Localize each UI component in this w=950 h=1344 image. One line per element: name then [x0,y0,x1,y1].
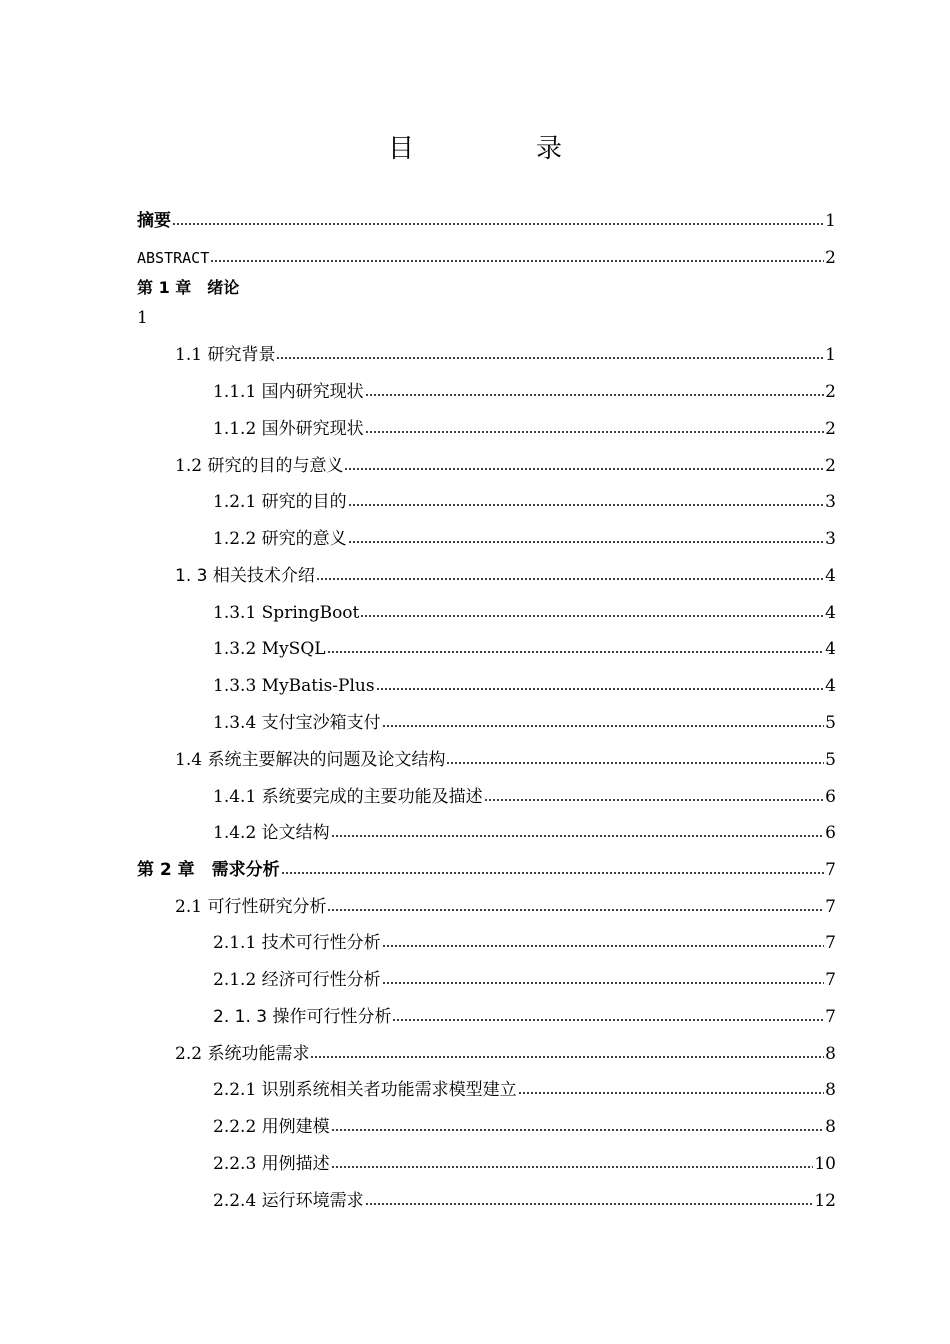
toc-entry-page: 2 [825,248,836,268]
toc-leader-dots [376,686,825,692]
toc-entry-page: 6 [825,787,836,807]
toc-leader-dots [316,576,824,582]
toc-entry-text: 1.4 系统主要解决的问题及论文结构 [175,750,446,770]
toc-leader-dots [365,429,825,435]
toc-entry-text: 2. 1. 3 操作可行性分析 [213,1007,392,1027]
toc-leader-dots [331,833,825,839]
toc-leader-dots [172,221,824,227]
toc-entry-page: 8 [825,1044,836,1064]
toc-entry[interactable] [0,673,836,697]
toc-leader-dots [348,502,825,508]
toc-leader-dots [310,1054,824,1060]
toc-entry-text: 1.3.1 SpringBoot [213,603,360,623]
toc-leader-dots [276,355,824,361]
toc-entry-text: 2.2.4 运行环境需求 [213,1191,364,1211]
toc-entry[interactable] [0,600,836,624]
toc-leader-dots [348,539,825,545]
toc-leader-dots [331,1127,825,1133]
toc-entry[interactable] [0,563,836,587]
toc-entry-text: 2.2.1 识别系统相关者功能需求模型建立 [213,1080,517,1100]
toc-entry-text: 1.2 研究的目的与意义 [175,456,344,476]
toc-entry-page: 1 [825,211,836,231]
toc-entry[interactable] [0,1151,836,1175]
toc-entry-text: 2.1.2 经济可行性分析 [213,970,381,990]
toc-entry[interactable] [0,342,836,366]
toc-entry[interactable] [0,1041,836,1065]
toc-leader-dots [392,1017,824,1023]
toc-entry-page: 5 [825,713,836,733]
toc-entry-text: ABSTRACT [137,249,210,267]
toc-entry-page: 7 [825,860,836,880]
toc-entry-page: 8 [825,1080,836,1100]
toc-entry[interactable] [0,489,836,513]
toc-entry-page: 7 [825,897,836,917]
toc-entry[interactable] [0,1114,836,1138]
toc-entry-text: 2.2.3 用例描述 [213,1154,330,1174]
toc-entry-text: 1.1.1 国内研究现状 [213,382,364,402]
toc-entry[interactable] [0,636,836,660]
toc-entry-text: 1.2.1 研究的目的 [213,492,347,512]
toc-entry[interactable] [0,1077,836,1101]
toc-entry-text: 2.1.1 技术可行性分析 [213,933,381,953]
toc-entry[interactable] [0,894,836,918]
toc-entry[interactable] [0,1188,836,1212]
toc-leader-dots [518,1090,825,1096]
toc-entry[interactable] [0,710,836,734]
toc-entry-page: 3 [825,492,836,512]
toc-leader-dots [210,258,824,264]
toc-leader-dots [281,870,825,876]
toc-leader-dots [360,613,824,619]
toc-entry-text: 2.2 系统功能需求 [175,1044,310,1064]
toc-entry-page: 7 [825,933,836,953]
toc-leader-dots [327,649,825,655]
toc-leader-dots [382,943,825,949]
toc-entry-page: 7 [825,970,836,990]
toc-entry-text: 1.2.2 研究的意义 [213,529,347,549]
toc-entry-page: 2 [825,419,836,439]
toc-entry-abstract-cn[interactable] [0,208,836,232]
toc-entry-page: 4 [825,566,836,586]
toc-entry-abstract-en[interactable] [0,245,836,269]
toc-entry-page: 8 [825,1117,836,1137]
toc-entry-page: 12 [814,1191,836,1211]
toc-entry-text: 摘要 [137,211,171,231]
toc-entry[interactable] [0,930,836,954]
toc-entry-page: 4 [825,639,836,659]
toc-entry[interactable] [0,967,836,991]
toc-entry[interactable] [0,1004,836,1028]
toc-entry-page: 4 [825,603,836,623]
toc-entry-chapter-1-page: 1 [137,308,148,328]
toc-entry-text: 1.1 研究背景 [175,345,276,365]
toc-leader-dots [365,392,825,398]
toc-leader-dots [484,797,825,803]
toc-leader-dots [365,1201,814,1207]
toc-entry-page: 3 [825,529,836,549]
page-title: 目 录 [387,134,610,164]
toc-entry-page: 1 [825,345,836,365]
toc-entry[interactable] [0,453,836,477]
toc-entry[interactable] [0,526,836,550]
toc-leader-dots [327,907,824,913]
toc-leader-dots [344,466,824,472]
toc-entry-text: 1.3.2 MySQL [213,639,326,659]
toc-entry-chapter-2[interactable] [0,857,836,881]
toc-leader-dots [446,760,824,766]
toc-entry-text: 1.3.3 MyBatis-Plus [213,676,375,696]
toc-entry-text: 2.2.2 用例建模 [213,1117,330,1137]
toc-entry-text: 1.1.2 国外研究现状 [213,419,364,439]
toc-entry-page: 6 [825,823,836,843]
toc-entry-text: 1.4.1 系统要完成的主要功能及描述 [213,787,483,807]
toc-entry-text: 1.3.4 支付宝沙箱支付 [213,713,381,733]
toc-entry-page: 4 [825,676,836,696]
toc-entry[interactable] [0,379,836,403]
toc-entry[interactable] [0,747,836,771]
toc-entry-page: 2 [825,456,836,476]
toc-entry-page: 5 [825,750,836,770]
toc-entry-chapter-1[interactable]: 第 1 章 绪论 [137,278,240,297]
toc-entry-text: 1. 3 相关技术介绍 [175,566,315,586]
toc-entry-text: 2.1 可行性研究分析 [175,897,327,917]
toc-entry[interactable] [0,784,836,808]
toc-entry-text: 1.4.2 论文结构 [213,823,330,843]
toc-entry-text: 第 2 章 需求分析 [137,860,280,880]
toc-entry-page: 7 [825,1007,836,1027]
toc-entry[interactable] [0,820,836,844]
toc-entry[interactable] [0,416,836,440]
toc-leader-dots [382,723,825,729]
toc-entry-page: 2 [825,382,836,402]
toc-leader-dots [382,980,825,986]
toc-leader-dots [331,1164,814,1170]
toc-entry-page: 10 [814,1154,836,1174]
